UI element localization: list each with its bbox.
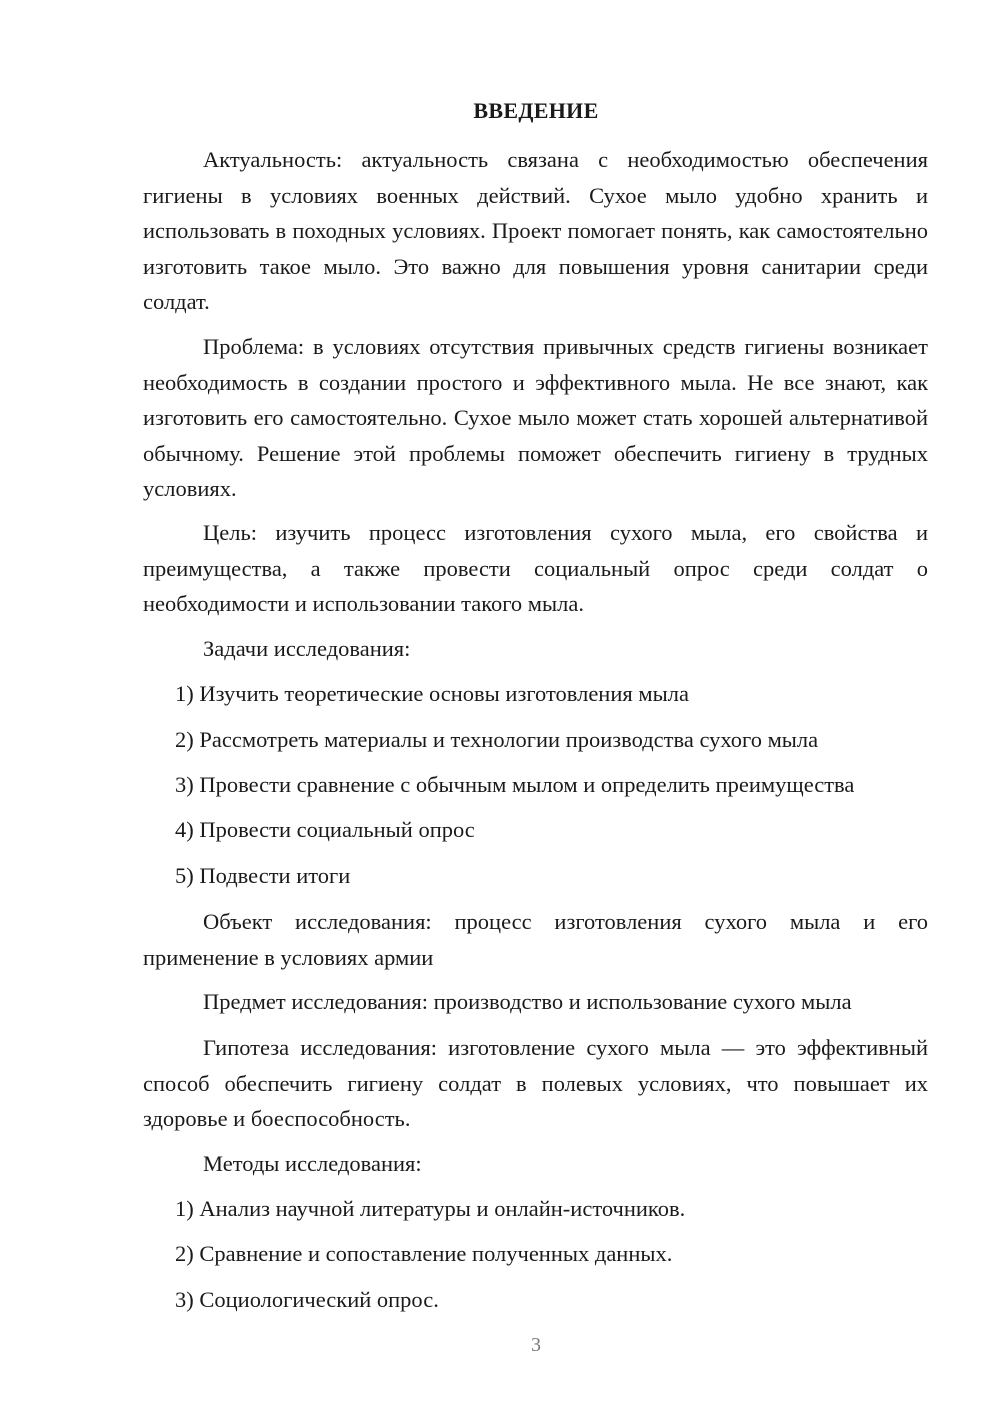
page-number: 3	[531, 1334, 541, 1356]
problem-paragraph: Проблема: в условиях отсутствия привычных средств гигиены возникает необходимость в создании простого и эффективного мыла. Не все знают, как изготовить его самостоятельно. Сухое мыло может стать хорошей альтернативой обычному. Решение этой проблемы поможет обеспечить гигиену в трудных условиях.	[143, 334, 928, 501]
list-item: 1) Изучить теоретические основы изготовления мыла	[175, 681, 689, 706]
hypothesis-paragraph: Гипотеза исследования: изготовление сухого мыла — это эффективный способ обеспечить гигиену солдат в полевых условиях, что повышает их здоровье и боеспособность.	[143, 1035, 928, 1131]
relevance-paragraph: Актуальность: актуальность связана с необходимостью обеспечения гигиены в условиях военных действий. Сухое мыло удобно хранить и использовать в походных условиях. Проект помогает понять, как самостоятельно изготовить такое мыло. Это важно для повышения уровня санитарии среди солдат.	[143, 147, 928, 314]
methods-heading: Методы исследования:	[203, 1151, 422, 1176]
subject-paragraph: Предмет исследования: производство и использование сухого мыла	[203, 989, 852, 1014]
list-item: 4) Провести социальный опрос	[175, 817, 475, 842]
tasks-heading: Задачи исследования:	[203, 636, 411, 661]
list-item: 5) Подвести итоги	[175, 863, 351, 888]
list-item: 3) Провести сравнение с обычным мылом и определить преимущества	[175, 772, 855, 797]
page-title: ВВЕДЕНИЕ	[473, 98, 599, 123]
list-item: 2) Сравнение и сопоставление полученных данных.	[175, 1241, 673, 1266]
list-item: 2) Рассмотреть материалы и технологии производства сухого мыла	[175, 727, 819, 752]
list-item: 3) Социологический опрос.	[175, 1287, 439, 1312]
goal-paragraph: Цель: изучить процесс изготовления сухого мыла, его свойства и преимущества, а также провести социальный опрос среди солдат о необходимости и использовании такого мыла.	[143, 520, 928, 616]
list-item: 1) Анализ научной литературы и онлайн-источников.	[175, 1196, 686, 1221]
object-paragraph: Объект исследования: процесс изготовления сухого мыла и его применение в условиях армии	[143, 909, 928, 970]
